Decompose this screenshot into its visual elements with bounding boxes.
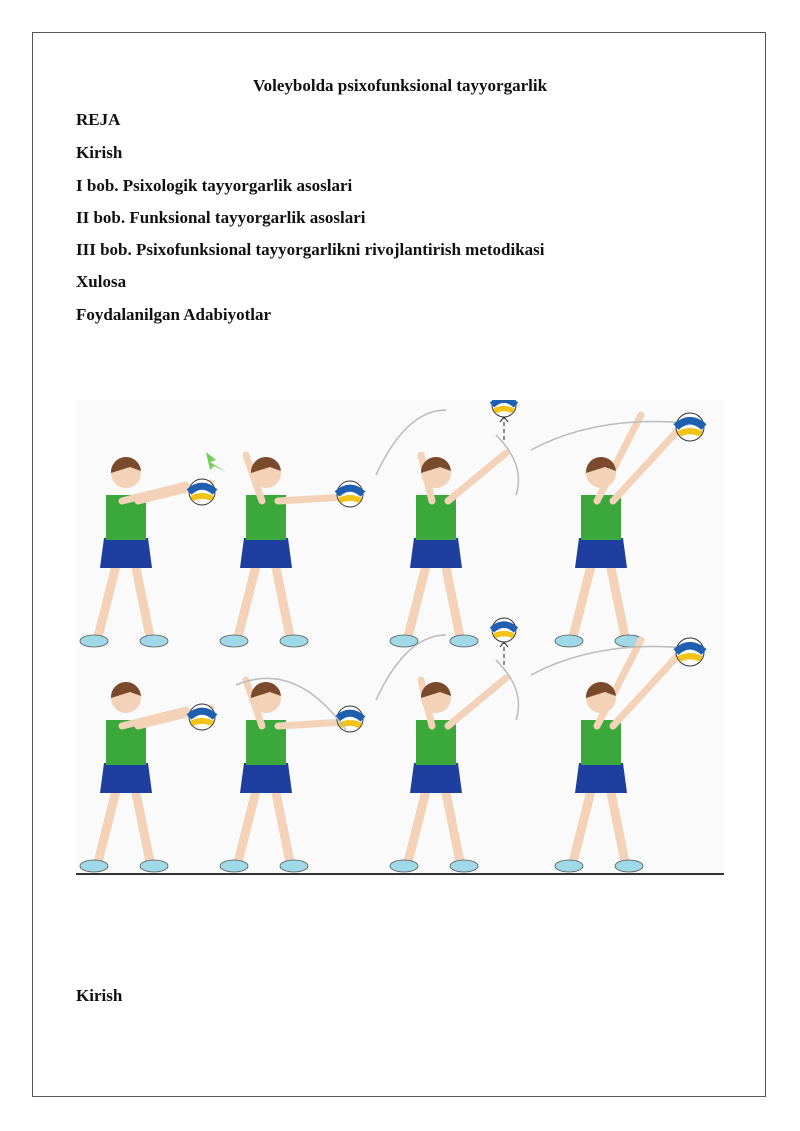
player-right-leg xyxy=(609,558,625,637)
player-right-leg xyxy=(134,558,150,637)
ball-panel-yellow xyxy=(192,721,213,724)
player-left-leg xyxy=(573,558,593,637)
player-left-leg xyxy=(238,783,258,862)
player-right-leg xyxy=(444,783,460,862)
player-right-shoe xyxy=(615,860,643,872)
player-right-leg xyxy=(444,558,460,637)
toc-item-references: Foydalanilgan Adabiyotlar xyxy=(76,305,272,324)
player-right-arm xyxy=(613,427,681,501)
swing-motion-arc xyxy=(496,660,519,720)
player-shorts xyxy=(100,763,152,793)
player-right-leg xyxy=(609,783,625,862)
player-right-arm xyxy=(278,722,346,726)
ball-panel-yellow xyxy=(679,431,701,434)
player-right-shoe xyxy=(450,635,478,647)
player-shorts xyxy=(240,763,292,793)
player-right-shoe xyxy=(280,635,308,647)
player-right-arm xyxy=(448,453,506,501)
toc-item-conclusion: Xulosa xyxy=(76,272,127,291)
player-left-leg xyxy=(408,558,428,637)
player-right-shoe xyxy=(140,860,168,872)
player-shorts xyxy=(410,538,462,568)
player-left-shoe xyxy=(80,860,108,872)
ball-panel-yellow xyxy=(340,498,361,501)
player-left-shoe xyxy=(220,860,248,872)
player-right-leg xyxy=(134,783,150,862)
green-arrow-icon xyxy=(206,452,226,472)
player-right-shoe xyxy=(140,635,168,647)
player-left-shoe xyxy=(390,860,418,872)
document-title: Voleybolda psixofunksional tayyorgarlik xyxy=(252,76,548,95)
player-left-leg xyxy=(408,783,428,862)
player-right-shoe xyxy=(280,860,308,872)
player-left-shoe xyxy=(555,635,583,647)
toc-item-chapter-1: I bob. Psixologik tayyorgarlik asoslari xyxy=(76,176,353,195)
player-left-leg xyxy=(98,558,118,637)
toc-item-introduction: Kirish xyxy=(76,143,123,162)
toss-arrow-head xyxy=(500,417,508,422)
ball-panel-yellow xyxy=(679,656,701,659)
player-shorts xyxy=(410,763,462,793)
player-left-shoe xyxy=(555,860,583,872)
ball-panel-yellow xyxy=(494,409,513,411)
toc-item-chapter-2: II bob. Funksional tayyorgarlik asoslari xyxy=(76,208,366,227)
player-shorts xyxy=(240,538,292,568)
volleyball-serve-illustration xyxy=(76,400,724,876)
plan-heading: REJA xyxy=(76,110,121,129)
player-shorts xyxy=(100,538,152,568)
player-left-leg xyxy=(238,558,258,637)
ball-panel-yellow xyxy=(494,634,513,636)
player-right-shoe xyxy=(450,860,478,872)
player-right-leg xyxy=(274,558,290,637)
player-left-leg xyxy=(573,783,593,862)
ball-panel-yellow xyxy=(192,496,213,499)
player-right-arm xyxy=(613,652,681,726)
player-right-leg xyxy=(274,783,290,862)
toc-item-chapter-3: III bob. Psixofunksional tayyorgarlikni rivojlantirish metodikasi xyxy=(76,240,545,259)
player-right-arm xyxy=(278,497,346,501)
player-left-shoe xyxy=(220,635,248,647)
player-shorts xyxy=(575,763,627,793)
toss-arrow-head xyxy=(500,642,508,647)
player-shorts xyxy=(575,538,627,568)
swing-motion-arc xyxy=(496,435,519,495)
section-heading-introduction: Kirish xyxy=(76,986,123,1005)
player-left-shoe xyxy=(390,635,418,647)
player-right-arm xyxy=(448,678,506,726)
player-left-leg xyxy=(98,783,118,862)
player-left-shoe xyxy=(80,635,108,647)
